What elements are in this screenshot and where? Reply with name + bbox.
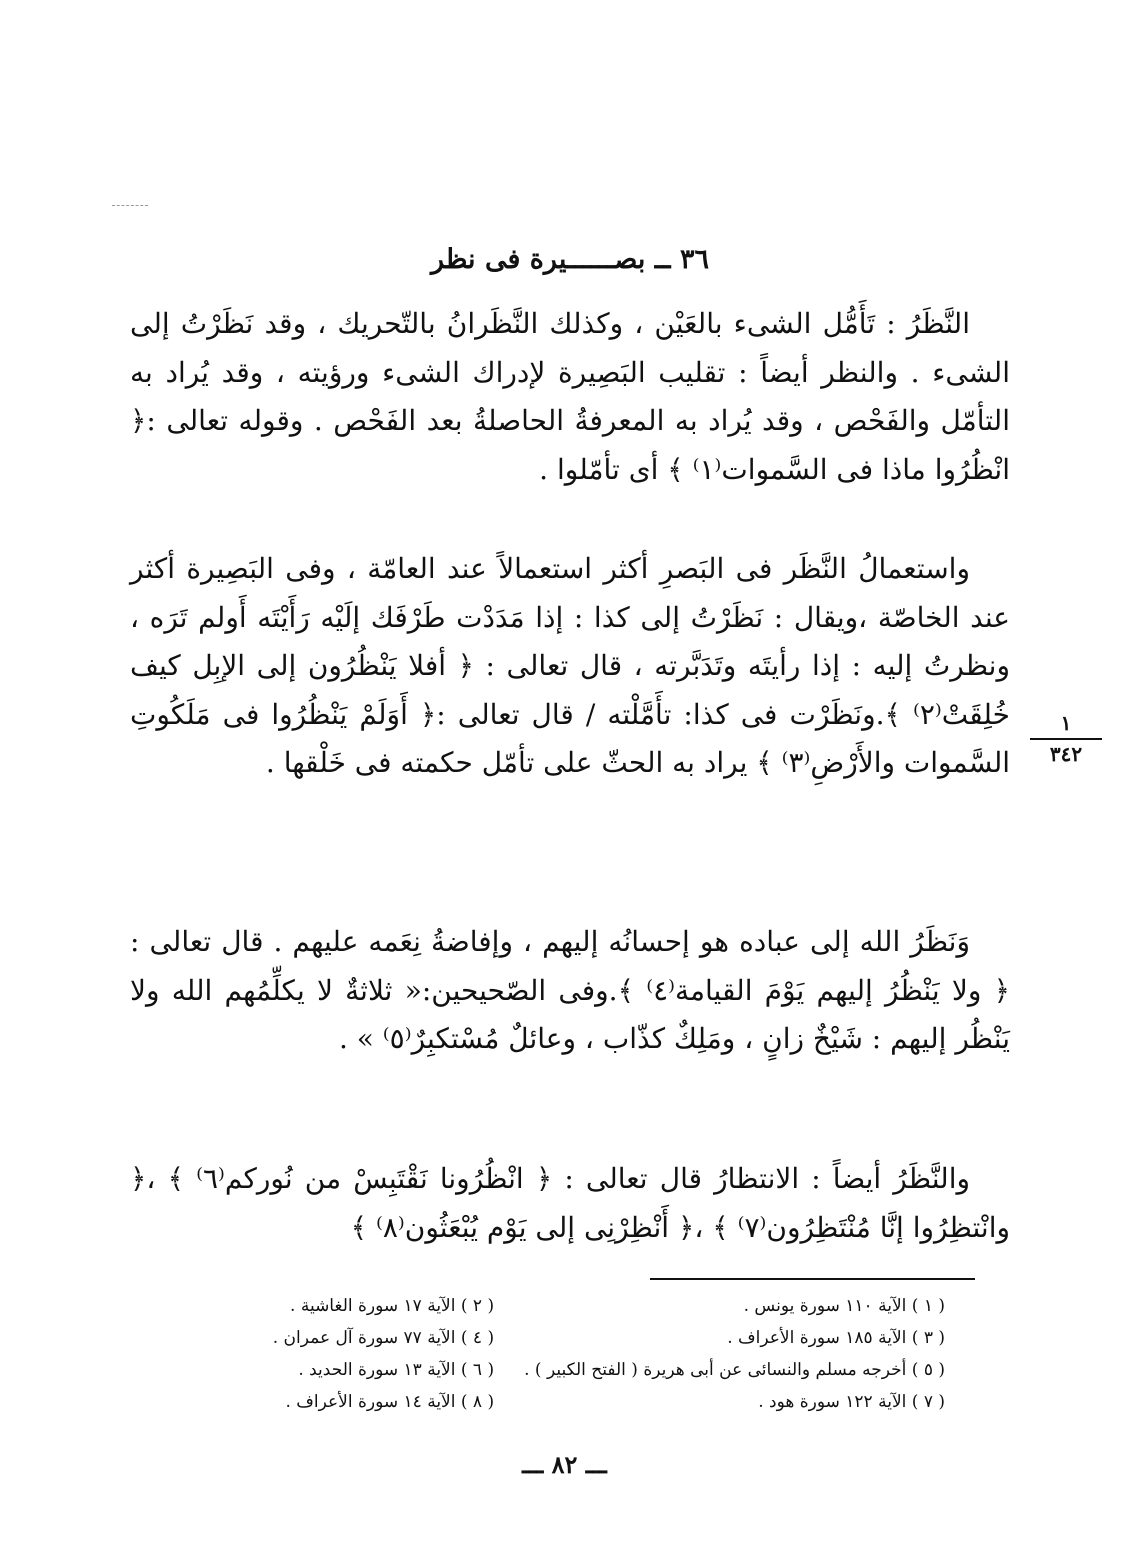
paragraph-usage — [130, 545, 1010, 788]
scan-mark — [112, 205, 148, 206]
section-heading: ٣٦ ــ بصــــــيرة فى نظر — [431, 244, 709, 275]
paragraph-text: واستعمالُ النَّظَر فى البَصرِ أكثر استعمالاً عند العامّة ، وفى البَصِيرة أكثر عند الخاصّة ،ويقال : نَظَرْتُ إلى كذا : إذا مَدَدْت طَرْفَك إلَيْه رَأَيْتَه أَولم تَرَه ، ونظرتُ إليه : إذا رأيتَه وتَدَبَّرته ، قال تعالى : ﴿ أفلا يَنْظُرُون إلى الإبِل كيف خُلِقَتْ⁽٢⁾ ﴾.ونَظَرْت فى كذا: تأَمَّلْته / قال تعالى :﴿ أَوَلَمْ يَنْظُرُوا فى مَلَكُوتِ السَّموات والأَرْضِ⁽٣⁾ ﴾ يراد به الحثّ على تأمّل حكمته فى خَلْقها . — [130, 552, 1010, 780]
footnote-divider — [650, 1278, 975, 1280]
footnote-1: ( ١ ) الآية ١١٠ سورة يونس . — [743, 1296, 945, 1316]
paragraph-definition — [130, 300, 1010, 494]
paragraph-text: وَنَظَرُ الله إلى عباده هو إحسانُه إليهم ، وإفاضةُ نِعَمه عليهم . قال تعالى :﴿ ولا يَنْظُرُ إليهم يَوْمَ القيامة⁽٤⁾ ﴾.وفى الصّحيحين:« ثلاثةٌ لا يكلِّمُهم الله ولا يَنْظُر إليهم : شَيْخٌ زانٍ ، ومَلِكٌ كذّاب ، وعائلٌ مُسْتكبِرٌ⁽٥⁾ » . — [130, 925, 1011, 1056]
page-number: ـــ ٨٢ ـــ — [522, 1450, 607, 1479]
paragraph-waiting — [130, 1155, 1010, 1252]
footnote-7: ( ٧ ) الآية ١٢٢ سورة هود . — [758, 1392, 945, 1412]
marginal-divider — [1030, 738, 1102, 740]
paragraph-divine-sight — [130, 918, 1010, 1064]
footnote-6: ( ٦ ) الآية ١٣ سورة الحديد . — [298, 1360, 495, 1380]
manuscript-volume: ١ — [1060, 711, 1072, 735]
footnote-8: ( ٨ ) الآية ١٤ سورة الأعراف . — [285, 1392, 495, 1412]
paragraph-text: والنَّظَرُ أيضاً : الانتظارُ قال تعالى : ﴿ انْظُرُونا نَقْتَبِسْ من نُوركم⁽٦⁾ ﴾ ،﴿ وانْتظِرُوا إنَّا مُنْتَظِرُون⁽٧⁾ ﴾ ،﴿ أَنْظِرْنِى إلى يَوْم يُبْعَثُون⁽٨⁾ ﴾ — [130, 1162, 1010, 1244]
footnote-5: ( ٥ ) أخرجه مسلم والنسائى عن أبى هريرة ( الفتح الكبير ) . — [524, 1360, 945, 1380]
paragraph-text: النَّظَرُ : تَأَمُّل الشىء بالعَيْن ، وكذلك النَّظَرانُ بالتّحريك ، وقد نَظَرْتُ إلى الشىء . والنظر أيضاً : تقليب البَصِيرة لإدراك الشىء ورؤيته ، وقد يُراد به التأمّل والفَحْص ، وقد يُراد به المعرفةُ الحاصلةُ بعد الفَحْص . وقوله تعالى :﴿ انْظُرُوا ماذا فى السَّموات⁽١⁾ ﴾ أى تأمّلوا . — [130, 307, 1010, 486]
manuscript-marginal-note — [1030, 712, 1102, 766]
manuscript-page: ٣٤٢ — [1049, 742, 1083, 766]
footnote-2: ( ٢ ) الآية ١٧ سورة الغاشية . — [290, 1296, 495, 1316]
footnote-4: ( ٤ ) الآية ٧٧ سورة آل عمران . — [272, 1328, 495, 1348]
footnote-3: ( ٣ ) الآية ١٨٥ سورة الأعراف . — [727, 1328, 945, 1348]
footnotes — [210, 1292, 945, 1416]
